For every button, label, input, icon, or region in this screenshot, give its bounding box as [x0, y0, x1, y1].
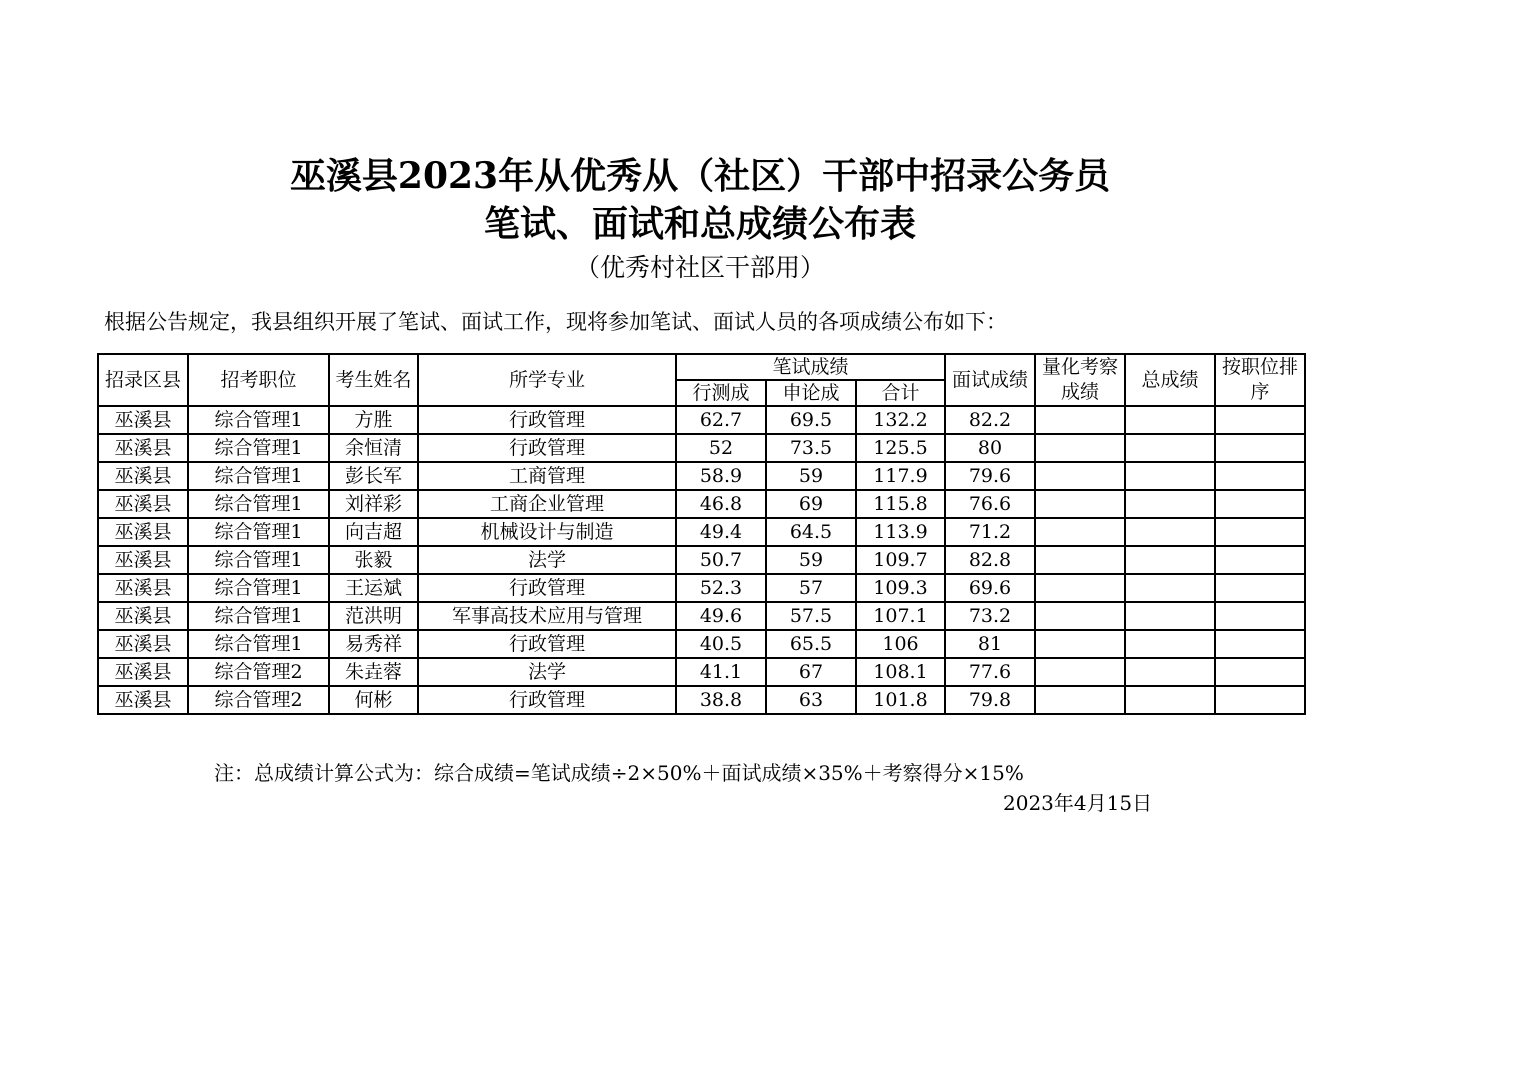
cell-interview: 80: [945, 434, 1035, 462]
cell-shenlun: 64.5: [766, 518, 856, 546]
cell-total: 101.8: [856, 686, 945, 714]
table-header: [98, 354, 1305, 406]
cell-county: 巫溪县: [98, 462, 188, 490]
cell-overall: [1125, 602, 1215, 630]
cell-shenlun: 59: [766, 546, 856, 574]
cell-shenlun: 57: [766, 574, 856, 602]
cell-shenlun: 73.5: [766, 434, 856, 462]
cell-interview: 79.6: [945, 462, 1035, 490]
cell-total: 106: [856, 630, 945, 658]
cell-overall: [1125, 406, 1215, 434]
header-total-written: 合计: [856, 380, 945, 406]
cell-name: 刘祥彩: [329, 490, 418, 518]
cell-name: 方胜: [329, 406, 418, 434]
header-evaluation: 量化考察成绩: [1035, 354, 1125, 406]
cell-rank: [1215, 686, 1305, 714]
cell-total: 117.9: [856, 462, 945, 490]
cell-overall: [1125, 574, 1215, 602]
publish-date: 2023年4月15日: [1003, 791, 1153, 815]
cell-interview: 82.2: [945, 406, 1035, 434]
cell-total: 115.8: [856, 490, 945, 518]
table-row: [98, 434, 1305, 462]
cell-position: 综合管理1: [188, 518, 329, 546]
cell-major: 工商管理: [418, 462, 676, 490]
cell-county: 巫溪县: [98, 490, 188, 518]
cell-county: 巫溪县: [98, 406, 188, 434]
cell-overall: [1125, 686, 1215, 714]
cell-xingce: 41.1: [676, 658, 766, 686]
cell-rank: [1215, 434, 1305, 462]
cell-major: 行政管理: [418, 434, 676, 462]
cell-name: 向吉超: [329, 518, 418, 546]
cell-shenlun: 59: [766, 462, 856, 490]
cell-name: 朱垚蓉: [329, 658, 418, 686]
cell-major: 法学: [418, 658, 676, 686]
cell-name: 范洪明: [329, 602, 418, 630]
cell-position: 综合管理2: [188, 686, 329, 714]
scores-table: [97, 353, 1306, 715]
cell-evaluation: [1035, 686, 1125, 714]
cell-overall: [1125, 518, 1215, 546]
cell-overall: [1125, 490, 1215, 518]
header-major: 所学专业: [418, 354, 676, 406]
cell-position: 综合管理1: [188, 602, 329, 630]
table-row: [98, 518, 1305, 546]
header-rank: 按职位排序: [1215, 354, 1305, 406]
cell-interview: 69.6: [945, 574, 1035, 602]
cell-county: 巫溪县: [98, 546, 188, 574]
cell-rank: [1215, 490, 1305, 518]
cell-major: 行政管理: [418, 406, 676, 434]
cell-shenlun: 69.5: [766, 406, 856, 434]
cell-overall: [1125, 434, 1215, 462]
cell-interview: 73.2: [945, 602, 1035, 630]
cell-county: 巫溪县: [98, 658, 188, 686]
cell-major: 法学: [418, 546, 676, 574]
cell-evaluation: [1035, 546, 1125, 574]
page-subtitle: （优秀村社区干部用）: [574, 253, 825, 282]
cell-evaluation: [1035, 574, 1125, 602]
cell-position: 综合管理1: [188, 462, 329, 490]
cell-interview: 82.8: [945, 546, 1035, 574]
cell-evaluation: [1035, 602, 1125, 630]
cell-overall: [1125, 630, 1215, 658]
header-written-group: 笔试成绩: [676, 354, 945, 380]
cell-position: 综合管理2: [188, 658, 329, 686]
header-interview: 面试成绩: [945, 354, 1035, 406]
cell-position: 综合管理1: [188, 546, 329, 574]
cell-interview: 76.6: [945, 490, 1035, 518]
cell-rank: [1215, 574, 1305, 602]
cell-evaluation: [1035, 658, 1125, 686]
cell-xingce: 62.7: [676, 406, 766, 434]
cell-evaluation: [1035, 406, 1125, 434]
cell-xingce: 40.5: [676, 630, 766, 658]
cell-xingce: 58.9: [676, 462, 766, 490]
cell-rank: [1215, 546, 1305, 574]
cell-major: 行政管理: [418, 630, 676, 658]
cell-major: 机械设计与制造: [418, 518, 676, 546]
cell-rank: [1215, 518, 1305, 546]
cell-xingce: 50.7: [676, 546, 766, 574]
cell-rank: [1215, 406, 1305, 434]
formula-note: 注：总成绩计算公式为：综合成绩=笔试成绩÷2×50%＋面试成绩×35%＋考察得分×15%: [214, 761, 1024, 785]
cell-xingce: 46.8: [676, 490, 766, 518]
cell-xingce: 52.3: [676, 574, 766, 602]
cell-position: 综合管理1: [188, 630, 329, 658]
cell-shenlun: 65.5: [766, 630, 856, 658]
table-row: [98, 686, 1305, 714]
cell-county: 巫溪县: [98, 630, 188, 658]
cell-major: 军事高技术应用与管理: [418, 602, 676, 630]
cell-county: 巫溪县: [98, 518, 188, 546]
cell-total: 132.2: [856, 406, 945, 434]
cell-evaluation: [1035, 490, 1125, 518]
cell-shenlun: 69: [766, 490, 856, 518]
cell-rank: [1215, 602, 1305, 630]
cell-total: 109.3: [856, 574, 945, 602]
header-county: 招录区县: [98, 354, 188, 406]
header-shenlun: 申论成: [766, 380, 856, 406]
table-row: [98, 462, 1305, 490]
cell-rank: [1215, 630, 1305, 658]
page-title: 巫溪县2023年从优秀从（社区）干部中招录公务员: [289, 155, 1111, 197]
cell-evaluation: [1035, 518, 1125, 546]
cell-name: 王运斌: [329, 574, 418, 602]
cell-evaluation: [1035, 434, 1125, 462]
cell-name: 彭长军: [329, 462, 418, 490]
cell-total: 113.9: [856, 518, 945, 546]
cell-major: 行政管理: [418, 574, 676, 602]
cell-interview: 79.8: [945, 686, 1035, 714]
cell-overall: [1125, 658, 1215, 686]
cell-county: 巫溪县: [98, 686, 188, 714]
table-row: [98, 602, 1305, 630]
cell-total: 108.1: [856, 658, 945, 686]
cell-name: 余恒清: [329, 434, 418, 462]
cell-xingce: 49.6: [676, 602, 766, 630]
header-xingce: 行测成: [676, 380, 766, 406]
cell-total: 107.1: [856, 602, 945, 630]
table-body: [98, 406, 1305, 714]
cell-name: 张毅: [329, 546, 418, 574]
intro-paragraph: 根据公告规定，我县组织开展了笔试、面试工作，现将参加笔试、面试人员的各项成绩公布如下：: [104, 310, 1007, 334]
header-overall: 总成绩: [1125, 354, 1215, 406]
cell-position: 综合管理1: [188, 490, 329, 518]
cell-county: 巫溪县: [98, 434, 188, 462]
cell-interview: 81: [945, 630, 1035, 658]
cell-name: 何彬: [329, 686, 418, 714]
cell-total: 109.7: [856, 546, 945, 574]
cell-xingce: 52: [676, 434, 766, 462]
header-position: 招考职位: [188, 354, 329, 406]
cell-position: 综合管理1: [188, 574, 329, 602]
table-row: [98, 406, 1305, 434]
table-row: [98, 490, 1305, 518]
cell-name: 易秀祥: [329, 630, 418, 658]
cell-interview: 71.2: [945, 518, 1035, 546]
cell-overall: [1125, 462, 1215, 490]
page-title-line-2: 笔试、面试和总成绩公布表: [483, 203, 916, 245]
table-row: [98, 574, 1305, 602]
cell-major: 工商企业管理: [418, 490, 676, 518]
cell-xingce: 49.4: [676, 518, 766, 546]
cell-interview: 77.6: [945, 658, 1035, 686]
cell-major: 行政管理: [418, 686, 676, 714]
cell-rank: [1215, 462, 1305, 490]
cell-evaluation: [1035, 462, 1125, 490]
table-row: [98, 658, 1305, 686]
cell-rank: [1215, 658, 1305, 686]
cell-overall: [1125, 546, 1215, 574]
header-name: 考生姓名: [329, 354, 418, 406]
cell-shenlun: 63: [766, 686, 856, 714]
table-row: [98, 546, 1305, 574]
cell-shenlun: 67: [766, 658, 856, 686]
cell-county: 巫溪县: [98, 602, 188, 630]
cell-xingce: 38.8: [676, 686, 766, 714]
table-row: [98, 630, 1305, 658]
cell-evaluation: [1035, 630, 1125, 658]
cell-total: 125.5: [856, 434, 945, 462]
cell-position: 综合管理1: [188, 434, 329, 462]
cell-position: 综合管理1: [188, 406, 329, 434]
cell-county: 巫溪县: [98, 574, 188, 602]
cell-shenlun: 57.5: [766, 602, 856, 630]
